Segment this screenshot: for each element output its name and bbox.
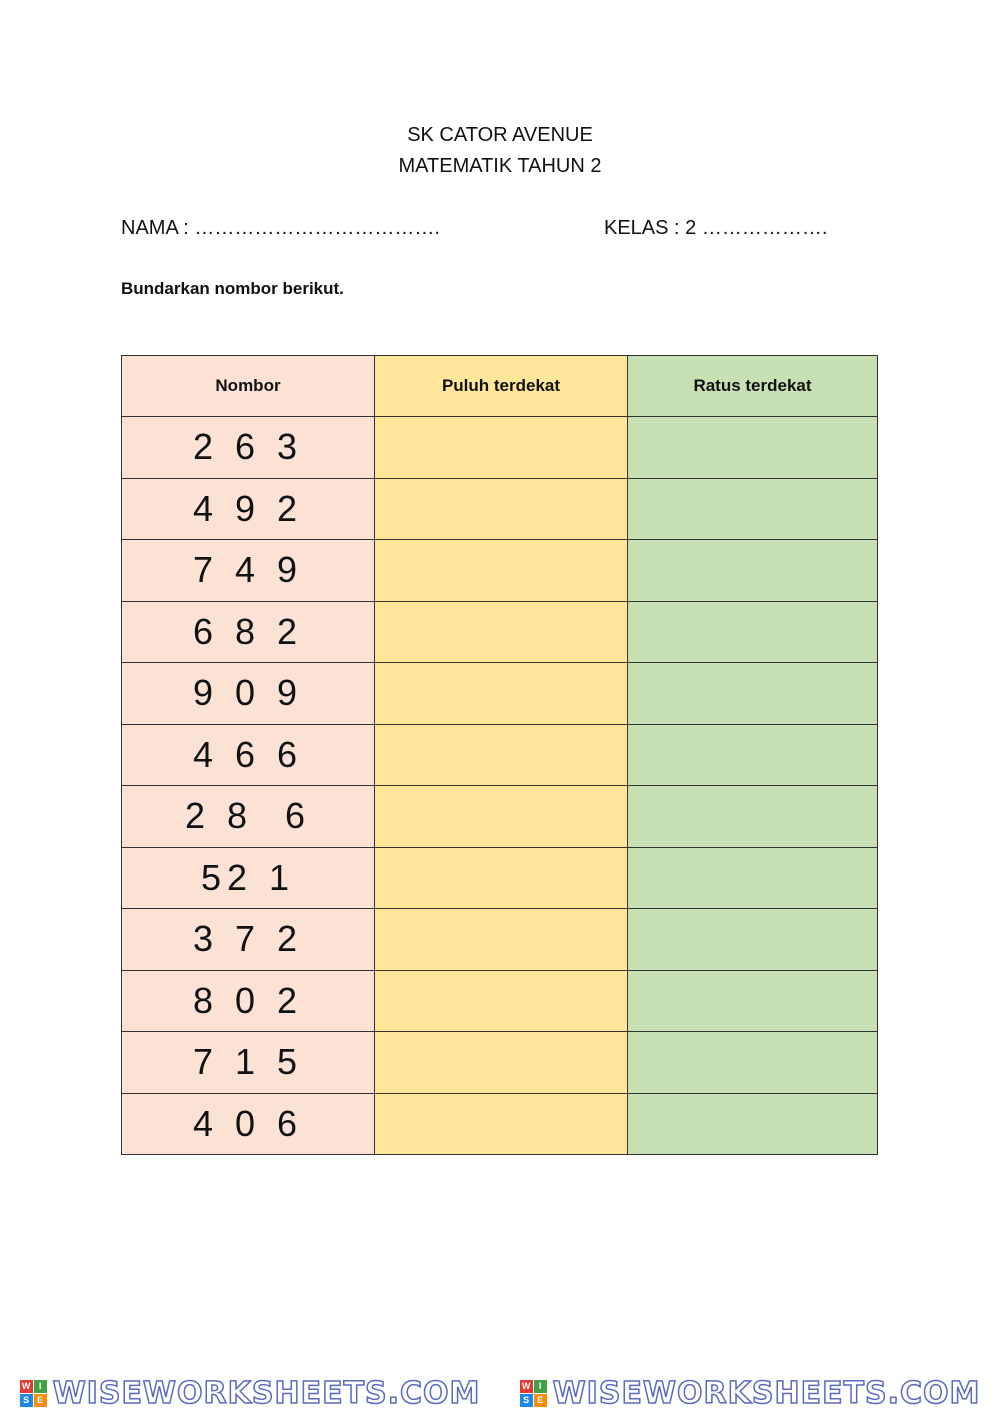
tens-answer-cell[interactable] [375,1032,628,1094]
logo-letter: W [520,1380,533,1393]
logo-letter: E [34,1394,47,1407]
logo-letter: S [20,1394,33,1407]
logo-letter: E [534,1394,547,1407]
tens-answer-cell[interactable] [375,478,628,540]
watermark-text: WISEWORKSHEETS.COM [52,1375,481,1411]
table-row [122,478,878,540]
table-row [122,601,878,663]
class-field: KELAS : 2 ………………. [604,217,828,239]
table-row [122,1032,878,1094]
table-row [122,970,878,1032]
tens-answer-cell[interactable] [375,663,628,725]
table-row [122,847,878,909]
table-row [122,1093,878,1155]
logo-letter: W [20,1380,33,1393]
hundreds-answer-cell[interactable] [628,847,878,909]
table-row [122,786,878,848]
hundreds-answer-cell[interactable] [628,1032,878,1094]
hundreds-answer-cell[interactable] [628,417,878,479]
watermark-text: WISEWORKSHEETS.COM [552,1375,981,1411]
number-cell: 4 9 2 [122,478,375,540]
table-row [122,663,878,725]
number-cell: 4 6 6 [122,724,375,786]
number-cell: 7 4 9 [122,540,375,602]
table-row [122,417,878,479]
hundreds-answer-cell[interactable] [628,601,878,663]
wiseworksheets-logo-icon [520,1380,547,1407]
table-row [122,909,878,971]
watermark [20,1376,481,1411]
header-puluh-terdekat: Puluh terdekat [375,356,628,417]
number-cell: 2 6 3 [122,417,375,479]
number-cell: 6 8 2 [122,601,375,663]
tens-answer-cell[interactable] [375,601,628,663]
hundreds-answer-cell[interactable] [628,724,878,786]
instruction: Bundarkan nombor berikut. [121,279,344,298]
tens-answer-cell[interactable] [375,909,628,971]
watermark-footer [0,1373,1000,1413]
tens-answer-cell[interactable] [375,847,628,909]
name-field: NAMA : ………………………………. [121,217,440,239]
number-cell: 3 7 2 [122,909,375,971]
header-ratus-terdekat: Ratus terdekat [628,356,878,417]
number-cell: 2 8 6 [122,786,375,848]
logo-letter: I [534,1380,547,1393]
tens-answer-cell[interactable] [375,417,628,479]
subject-title: MATEMATIK TAHUN 2 [398,155,602,177]
watermark [520,1376,981,1411]
number-cell: 8 0 2 [122,970,375,1032]
header-nombor: Nombor [122,356,375,417]
hundreds-answer-cell[interactable] [628,478,878,540]
hundreds-answer-cell[interactable] [628,540,878,602]
logo-letter: S [520,1394,533,1407]
table-header-row [122,356,878,417]
tens-answer-cell[interactable] [375,724,628,786]
hundreds-answer-cell[interactable] [628,970,878,1032]
tens-answer-cell[interactable] [375,1093,628,1155]
table-row [122,540,878,602]
tens-answer-cell[interactable] [375,786,628,848]
logo-letter: I [34,1380,47,1393]
number-cell: 4 0 6 [122,1093,375,1155]
hundreds-answer-cell[interactable] [628,1093,878,1155]
school-title: SK CATOR AVENUE [407,124,593,146]
tens-answer-cell[interactable] [375,970,628,1032]
tens-answer-cell[interactable] [375,540,628,602]
table-row [122,724,878,786]
rounding-table [121,355,878,1155]
hundreds-answer-cell[interactable] [628,663,878,725]
number-cell: 52 1 [122,847,375,909]
wiseworksheets-logo-icon [20,1380,47,1407]
hundreds-answer-cell[interactable] [628,909,878,971]
number-cell: 7 1 5 [122,1032,375,1094]
number-cell: 9 0 9 [122,663,375,725]
hundreds-answer-cell[interactable] [628,786,878,848]
